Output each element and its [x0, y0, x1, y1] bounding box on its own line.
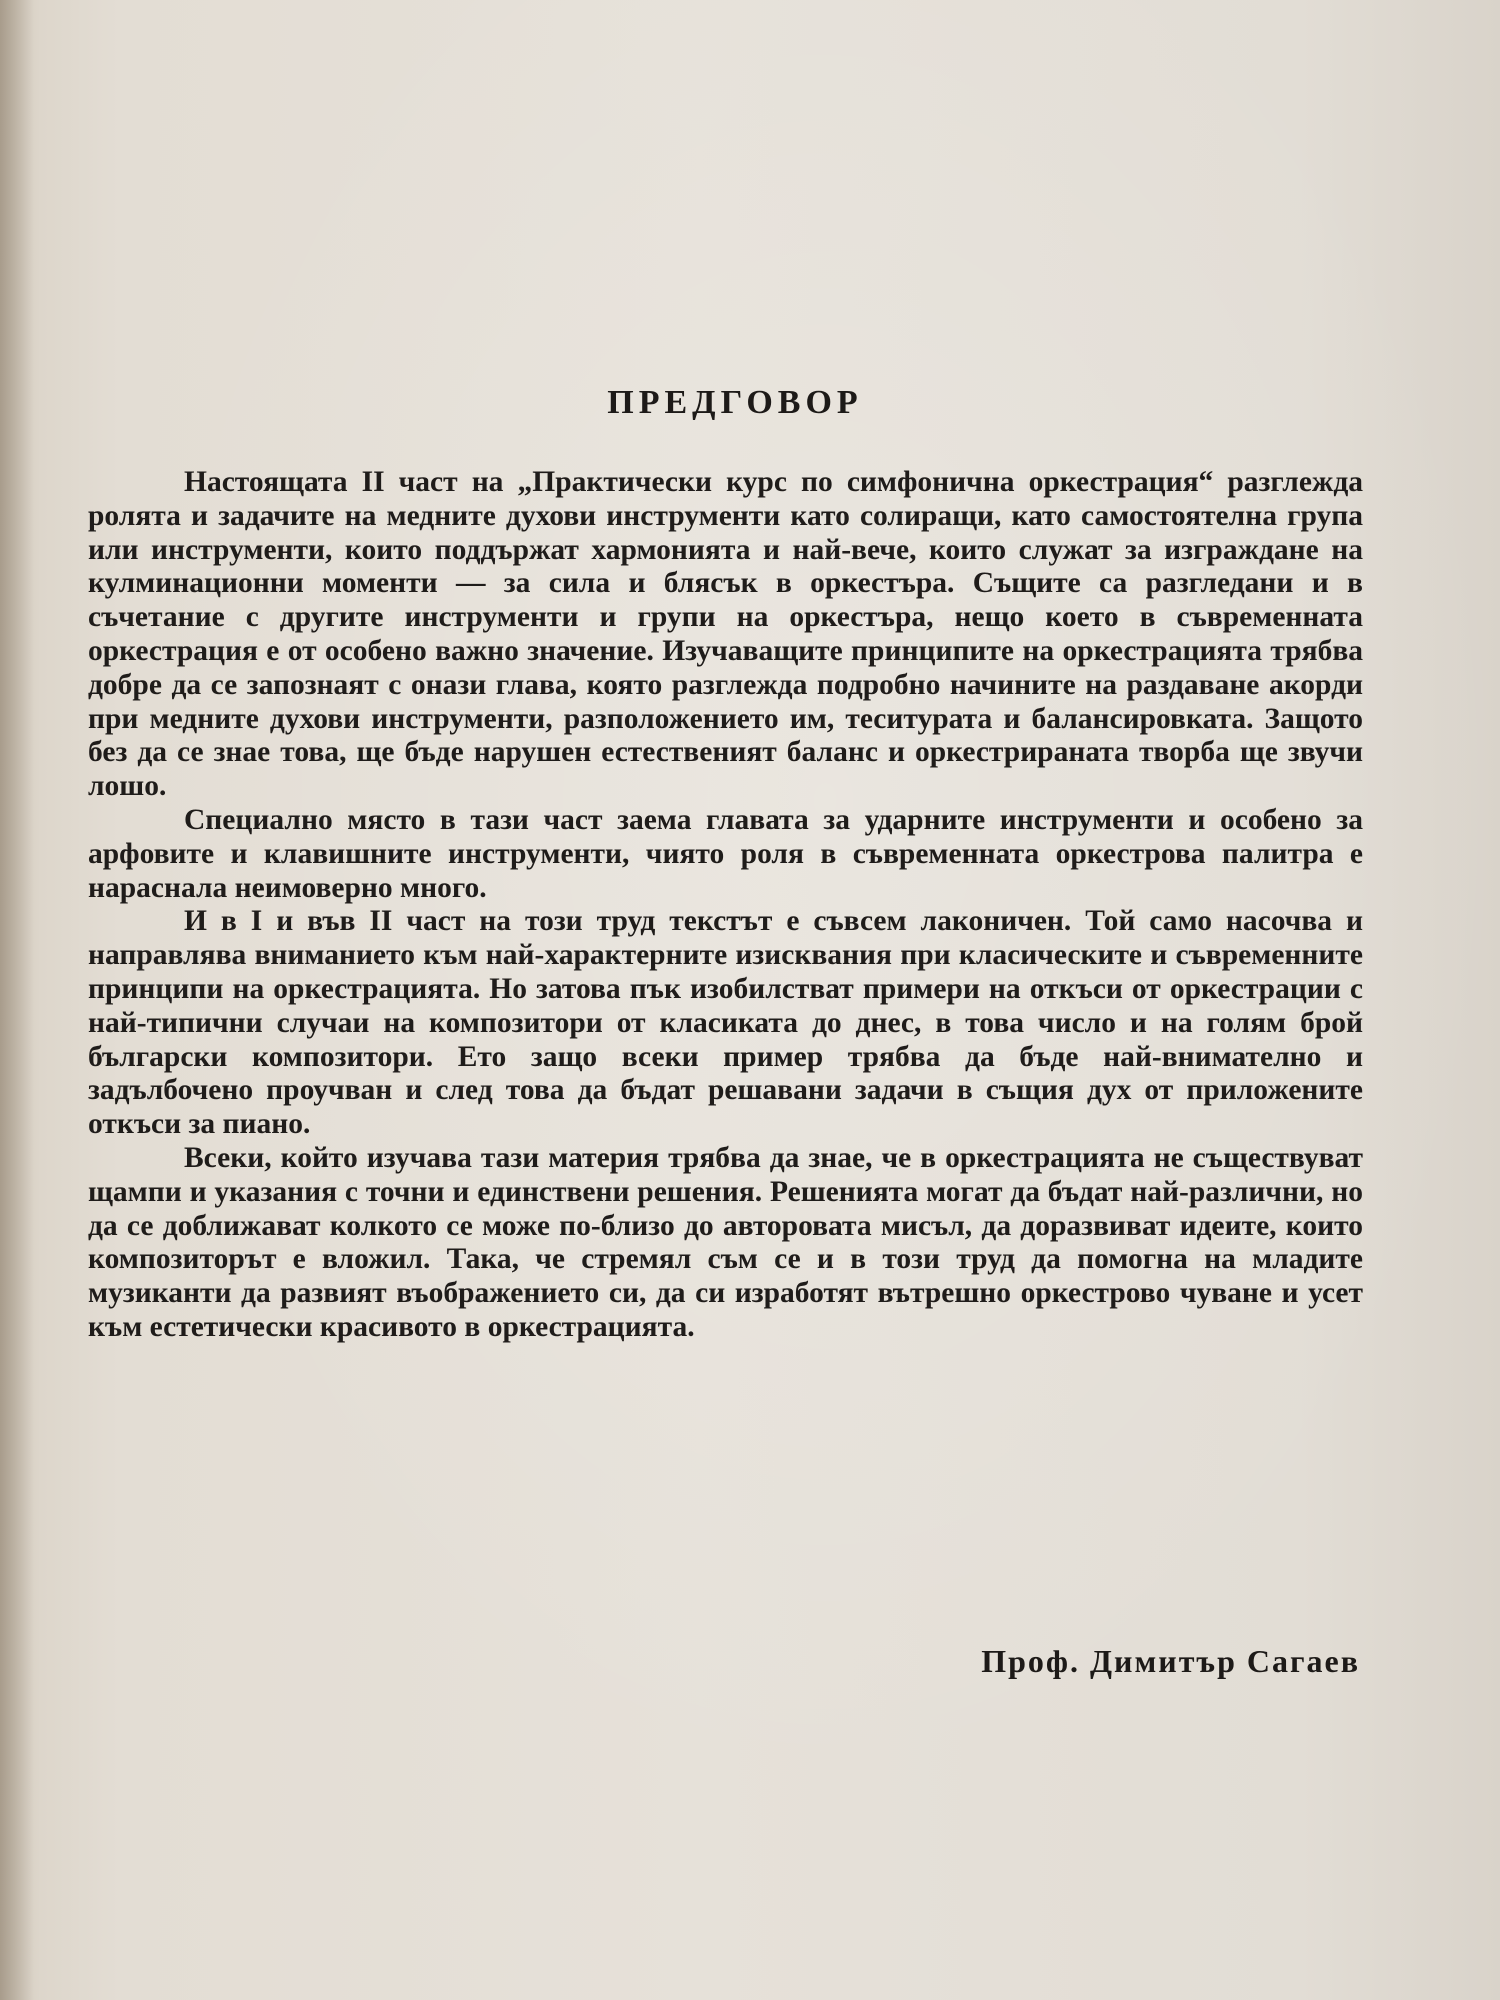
paragraph-1: Настоящата II част на „Практически курс по симфонична оркестрация“ разглежда ролята и задачите на медните духови инструменти като солиращи, като самостоятелна група или инструменти, които поддържат хармонията и най-вече, които служат за изграждане на кулминационни моменти — за сила и блясък в оркестъра. Същите са разгледани и в съчетание с другите инструменти и групи на оркестъра, нещо което в съвременната оркестрация е от особено важно значение. Изучаващите принципите на оркестрацията трябва добре да се запознаят с онази глава, която разглежда подробно начините на раздаване акорди при медните духови инструменти, разположението им, теситурата и балансировката. Защото без да се знае това, ще бъде нарушен естественият баланс и оркестрираната творба ще звучи лошо. — [88, 466, 1363, 803]
paragraph-2: Специално място в тази част заема главата за ударните инструменти и особено за арфовите и клавишните инструменти, чиято роля в съвременната оркестрова палитра е нараснала неимоверно много. — [88, 803, 1363, 904]
paragraph-3: И в I и във II част на този труд текстът е съвсем лаконичен. Той само насочва и направлява вниманието към най-характерните изисквания при класическите и съвременните принципи на оркестрацията. Но затова пък изобилстват примери на откъси от оркестрации с най-типични случаи на композитори от класиката до днес, в това число и на голям брой български композитори. Ето защо всеки пример трябва да бъде най-внимателно и задълбочено проучван и след това да бъдат решавани задачи в същия дух от приложените откъси за пиано. — [88, 905, 1363, 1141]
paragraph-4: Всеки, който изучава тази материя трябва да знае, че в оркестрацията не съществуват щампи и указания с точни и единствени решения. Решенията могат да бъдат най-различни, но да се доближават колкото се може по-близо до авторовата мисъл, да доразвиват идеите, които композиторът е вложил. Така, че стремял съм се и в този труд да помогна на младите музиканти да развият въображението си, да си изработят вътрешно оркестрово чуване и усет към естетически красивото в оркестрацията. — [88, 1141, 1363, 1343]
preface-body — [88, 466, 1363, 1345]
spine-shadow — [0, 0, 34, 2000]
author-signature: Проф. Димитър Сагаев — [981, 1643, 1360, 1679]
page-title: ПРЕДГОВОР — [607, 384, 863, 421]
